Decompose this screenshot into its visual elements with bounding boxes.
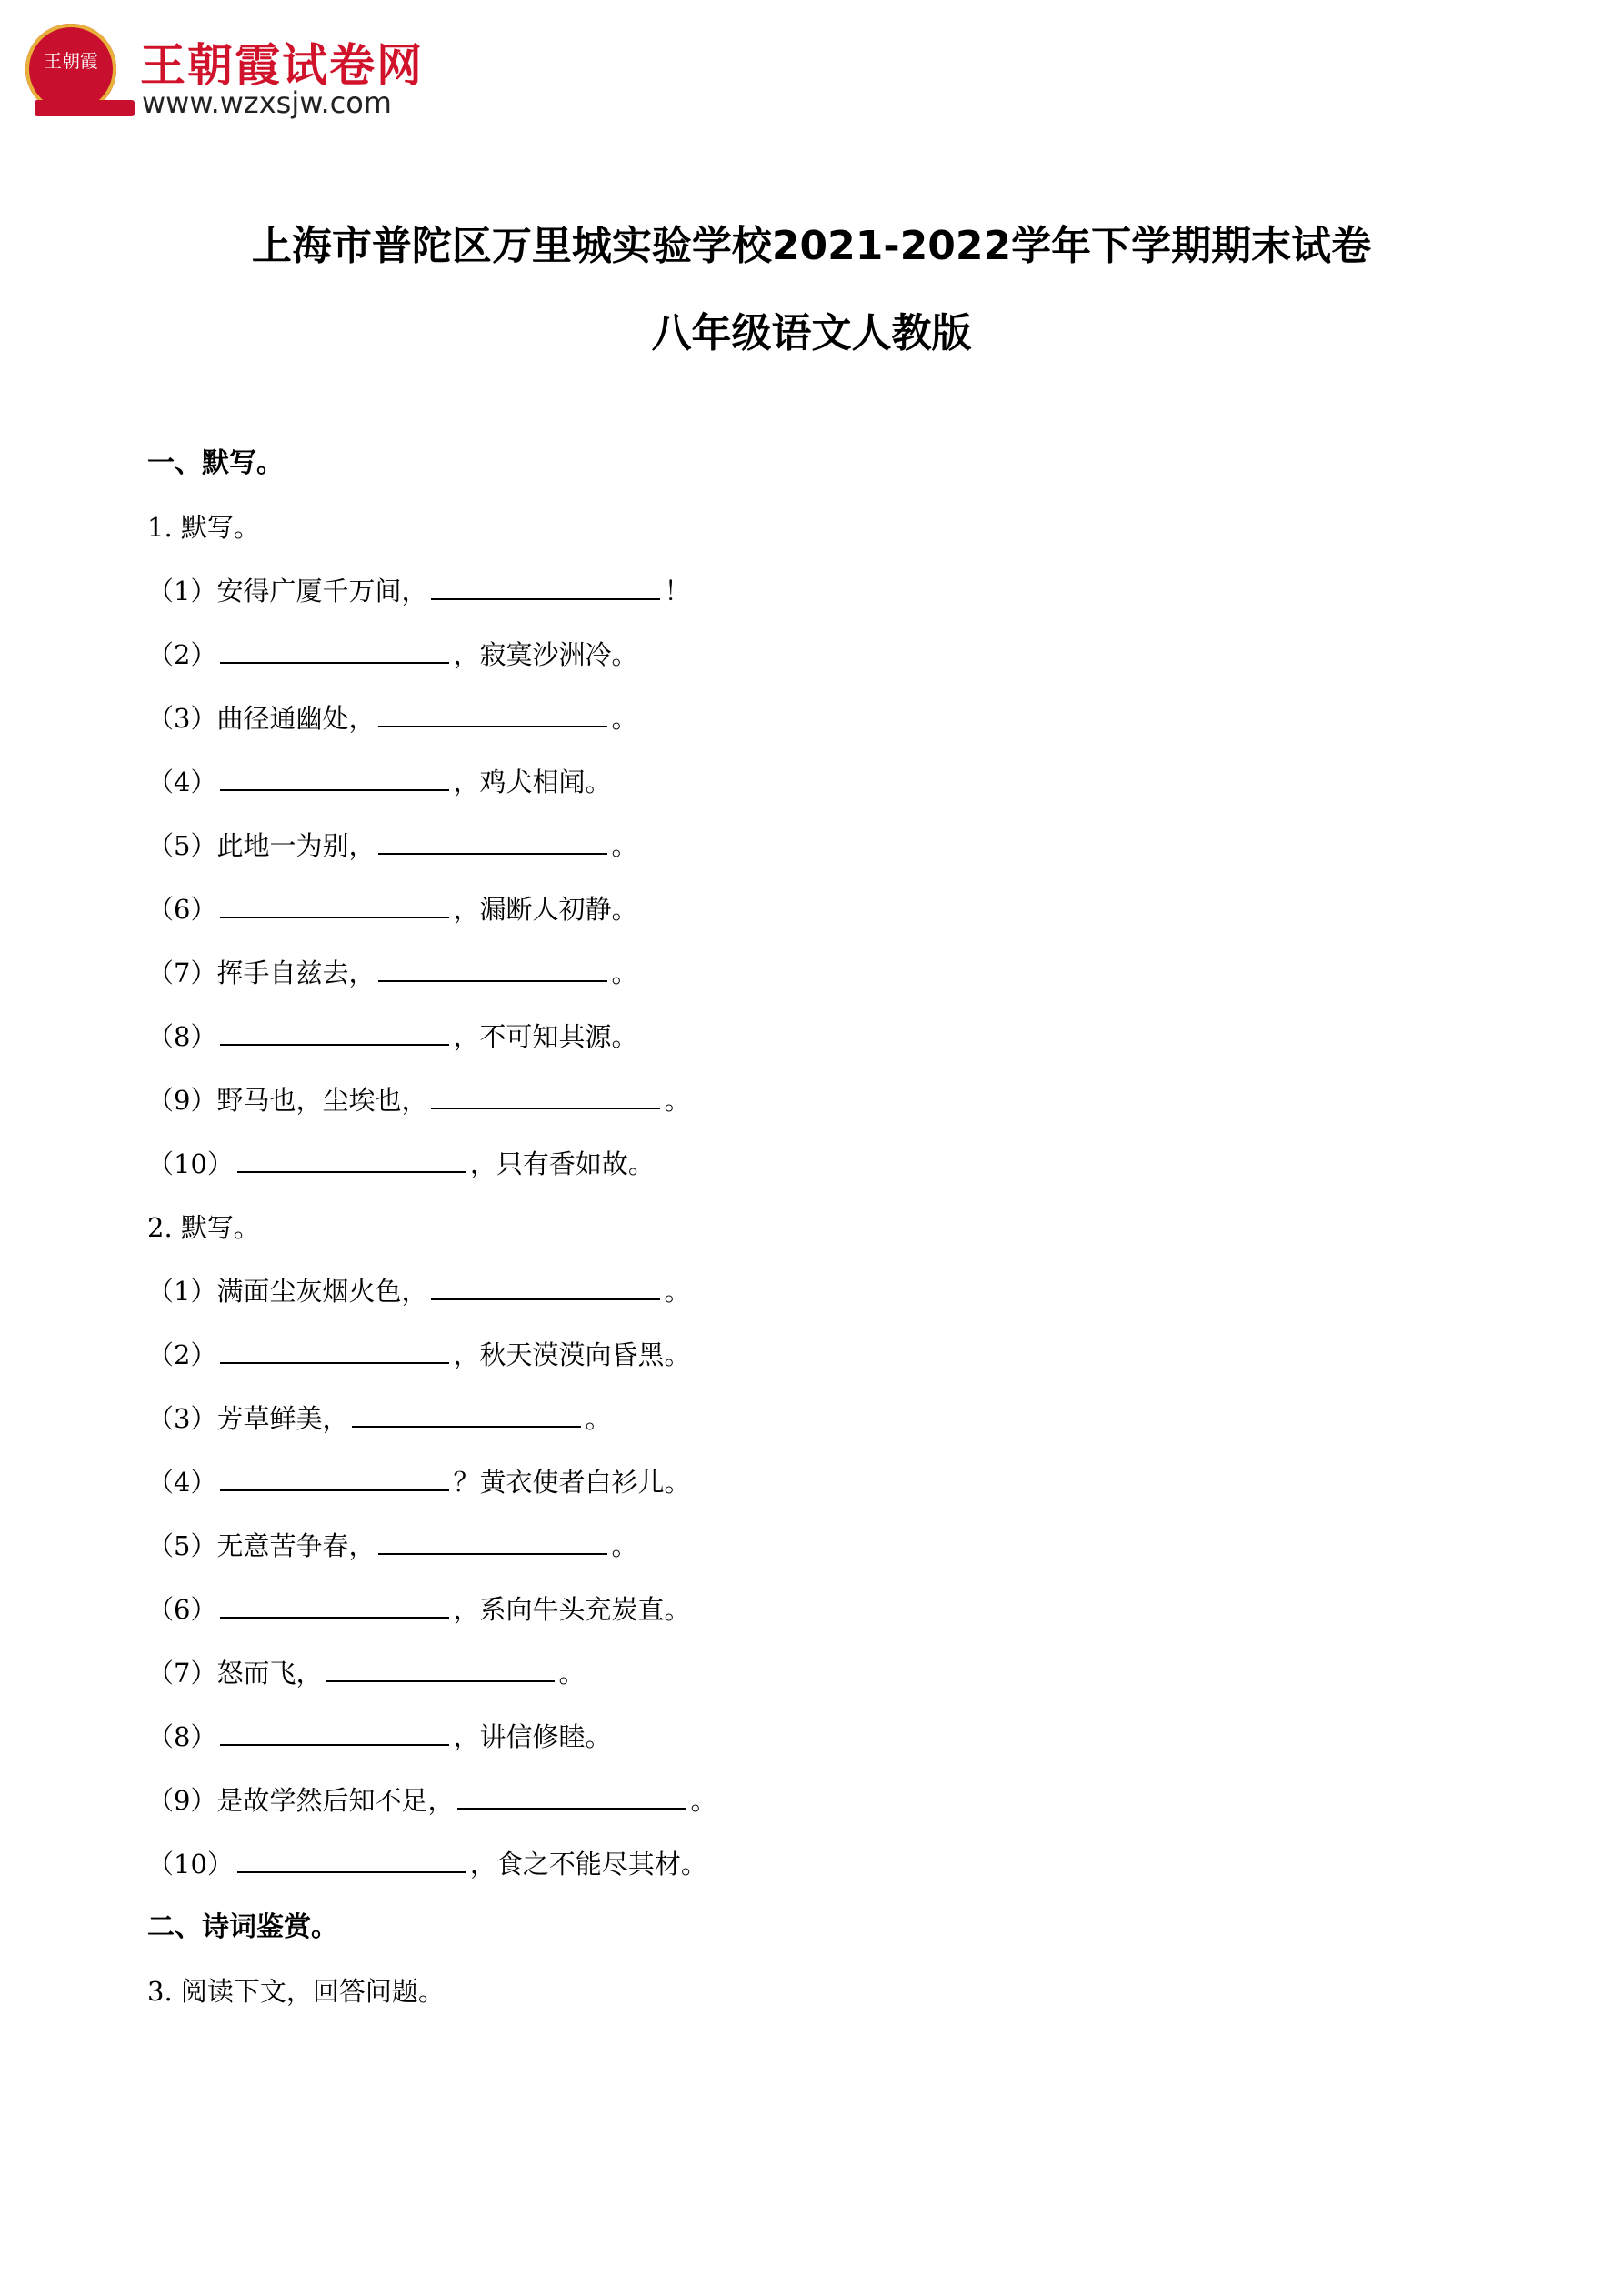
item-text-after: ，食之不能尽其材。 xyxy=(469,1849,707,1880)
answer-blank[interactable] xyxy=(220,1719,449,1746)
question-2-items xyxy=(147,1271,1493,1908)
exam-subtitle: 八年级语文人教版 xyxy=(651,310,972,356)
item-number: （2） xyxy=(147,1339,217,1370)
item-text-before: 怒而飞， xyxy=(216,1658,323,1689)
item-text-after: ，寂寞沙洲冷。 xyxy=(453,639,638,670)
item-text-after: 。 xyxy=(611,830,638,861)
item-number: （1） xyxy=(147,576,217,607)
item-number: （5） xyxy=(147,830,217,861)
answer-blank[interactable] xyxy=(378,955,607,982)
fill-in-item xyxy=(147,1335,1493,1399)
item-text-after: ，秋天漠漠向昏黑。 xyxy=(453,1339,691,1370)
answer-blank[interactable] xyxy=(220,637,449,664)
item-text-after: 。 xyxy=(611,958,638,988)
fill-in-item xyxy=(147,826,1493,889)
answer-blank[interactable] xyxy=(457,1782,686,1810)
item-text-before: 是故学然后知不足， xyxy=(216,1785,455,1816)
section-heading: 二、诗词鉴赏。 xyxy=(147,1911,338,1943)
answer-blank[interactable] xyxy=(237,1146,466,1173)
item-number: （8） xyxy=(147,1721,217,1752)
item-number: （7） xyxy=(147,1658,217,1689)
fill-in-item xyxy=(147,1589,1493,1653)
item-text-before: 挥手自兹去， xyxy=(216,958,376,988)
item-number: （3） xyxy=(147,1403,217,1434)
answer-blank[interactable] xyxy=(326,1655,555,1682)
site-url: www.wzxsjw.com xyxy=(142,85,392,120)
item-number: （9） xyxy=(147,1785,217,1816)
answer-blank[interactable] xyxy=(378,1528,607,1555)
answer-blank[interactable] xyxy=(220,764,449,791)
item-text-after: 。 xyxy=(611,1530,638,1561)
item-text-after: 。 xyxy=(690,1785,717,1816)
fill-in-item xyxy=(147,1017,1493,1080)
answer-blank[interactable] xyxy=(378,827,607,855)
question-label: 2. 默写。 xyxy=(147,1212,260,1243)
item-text-after: ，系向牛头充炭直。 xyxy=(453,1594,691,1625)
fill-in-item xyxy=(147,1780,1493,1844)
fill-in-item xyxy=(147,1844,1493,1908)
answer-blank[interactable] xyxy=(220,1464,449,1491)
item-number: （5） xyxy=(147,1530,217,1561)
item-text-after: ，鸡犬相闻。 xyxy=(453,767,612,797)
item-text-before: 安得广厦千万间， xyxy=(216,576,428,607)
site-name: 王朝霞试卷网 xyxy=(140,39,424,92)
item-text-before: 满面尘灰烟火色， xyxy=(216,1276,428,1307)
ribbon-icon xyxy=(35,100,135,116)
item-number: （4） xyxy=(147,767,217,797)
item-text-after: ，只有香如故。 xyxy=(469,1148,655,1179)
item-number: （1） xyxy=(147,1276,217,1307)
fill-in-item xyxy=(147,762,1493,826)
seal-text: 王朝霞 xyxy=(44,50,98,72)
fill-in-item xyxy=(147,1526,1493,1589)
item-text-before: 芳草鲜美， xyxy=(216,1403,349,1434)
answer-blank[interactable] xyxy=(431,573,660,600)
answer-blank[interactable] xyxy=(352,1400,581,1428)
item-number: （7） xyxy=(147,958,217,988)
item-text-after: ！ xyxy=(664,576,691,607)
item-number: （8） xyxy=(147,1021,217,1052)
fill-in-item xyxy=(147,889,1493,953)
exam-content xyxy=(147,444,1493,2035)
fill-in-item xyxy=(147,1271,1493,1335)
item-text-before: 无意苦争春， xyxy=(216,1530,376,1561)
item-number: （6） xyxy=(147,894,217,925)
item-text-after: 。 xyxy=(611,703,638,734)
fill-in-item xyxy=(147,1080,1493,1144)
item-text-before: 曲径通幽处， xyxy=(216,703,376,734)
question-1-items xyxy=(147,571,1493,1208)
item-text-before: 此地一为别， xyxy=(216,830,376,861)
answer-blank[interactable] xyxy=(220,1591,449,1619)
section-heading: 一、默写。 xyxy=(147,447,284,479)
item-number: （10） xyxy=(147,1148,234,1179)
answer-blank[interactable] xyxy=(220,1018,449,1046)
item-text-after: ，讲信修睦。 xyxy=(453,1721,612,1752)
fill-in-item xyxy=(147,571,1493,635)
answer-blank[interactable] xyxy=(220,891,449,918)
item-text-after: ，不可知其源。 xyxy=(453,1021,638,1052)
fill-in-item xyxy=(147,1653,1493,1717)
answer-blank[interactable] xyxy=(220,1337,449,1364)
fill-in-item xyxy=(147,1717,1493,1780)
item-number: （9） xyxy=(147,1085,217,1116)
item-text-after: 。 xyxy=(664,1276,691,1307)
site-logo xyxy=(25,24,424,124)
item-number: （2） xyxy=(147,639,217,670)
fill-in-item xyxy=(147,1399,1493,1462)
item-number: （3） xyxy=(147,703,217,734)
item-text-after: 。 xyxy=(558,1658,586,1689)
fill-in-item xyxy=(147,698,1493,762)
item-number: （4） xyxy=(147,1467,217,1498)
item-text-before: 野马也，尘埃也， xyxy=(216,1085,428,1116)
item-text-after: 。 xyxy=(664,1085,691,1116)
question-label: 1. 默写。 xyxy=(147,512,260,543)
item-text-after: ，漏断人初静。 xyxy=(453,894,638,925)
item-number: （6） xyxy=(147,1594,217,1625)
answer-blank[interactable] xyxy=(431,1273,660,1300)
fill-in-item xyxy=(147,953,1493,1017)
question-label: 3. 阅读下文，回答问题。 xyxy=(147,1976,445,2007)
answer-blank[interactable] xyxy=(431,1082,660,1109)
fill-in-item xyxy=(147,635,1493,698)
exam-title: 上海市普陀区万里城实验学校2021-2022学年下学期期末试卷 xyxy=(251,223,1372,269)
item-number: （10） xyxy=(147,1849,234,1880)
answer-blank[interactable] xyxy=(378,700,607,727)
answer-blank[interactable] xyxy=(237,1846,466,1873)
item-text-after: ？黄衣使者白衫儿。 xyxy=(453,1467,691,1498)
fill-in-item xyxy=(147,1144,1493,1208)
fill-in-item xyxy=(147,1462,1493,1526)
item-text-after: 。 xyxy=(585,1403,612,1434)
